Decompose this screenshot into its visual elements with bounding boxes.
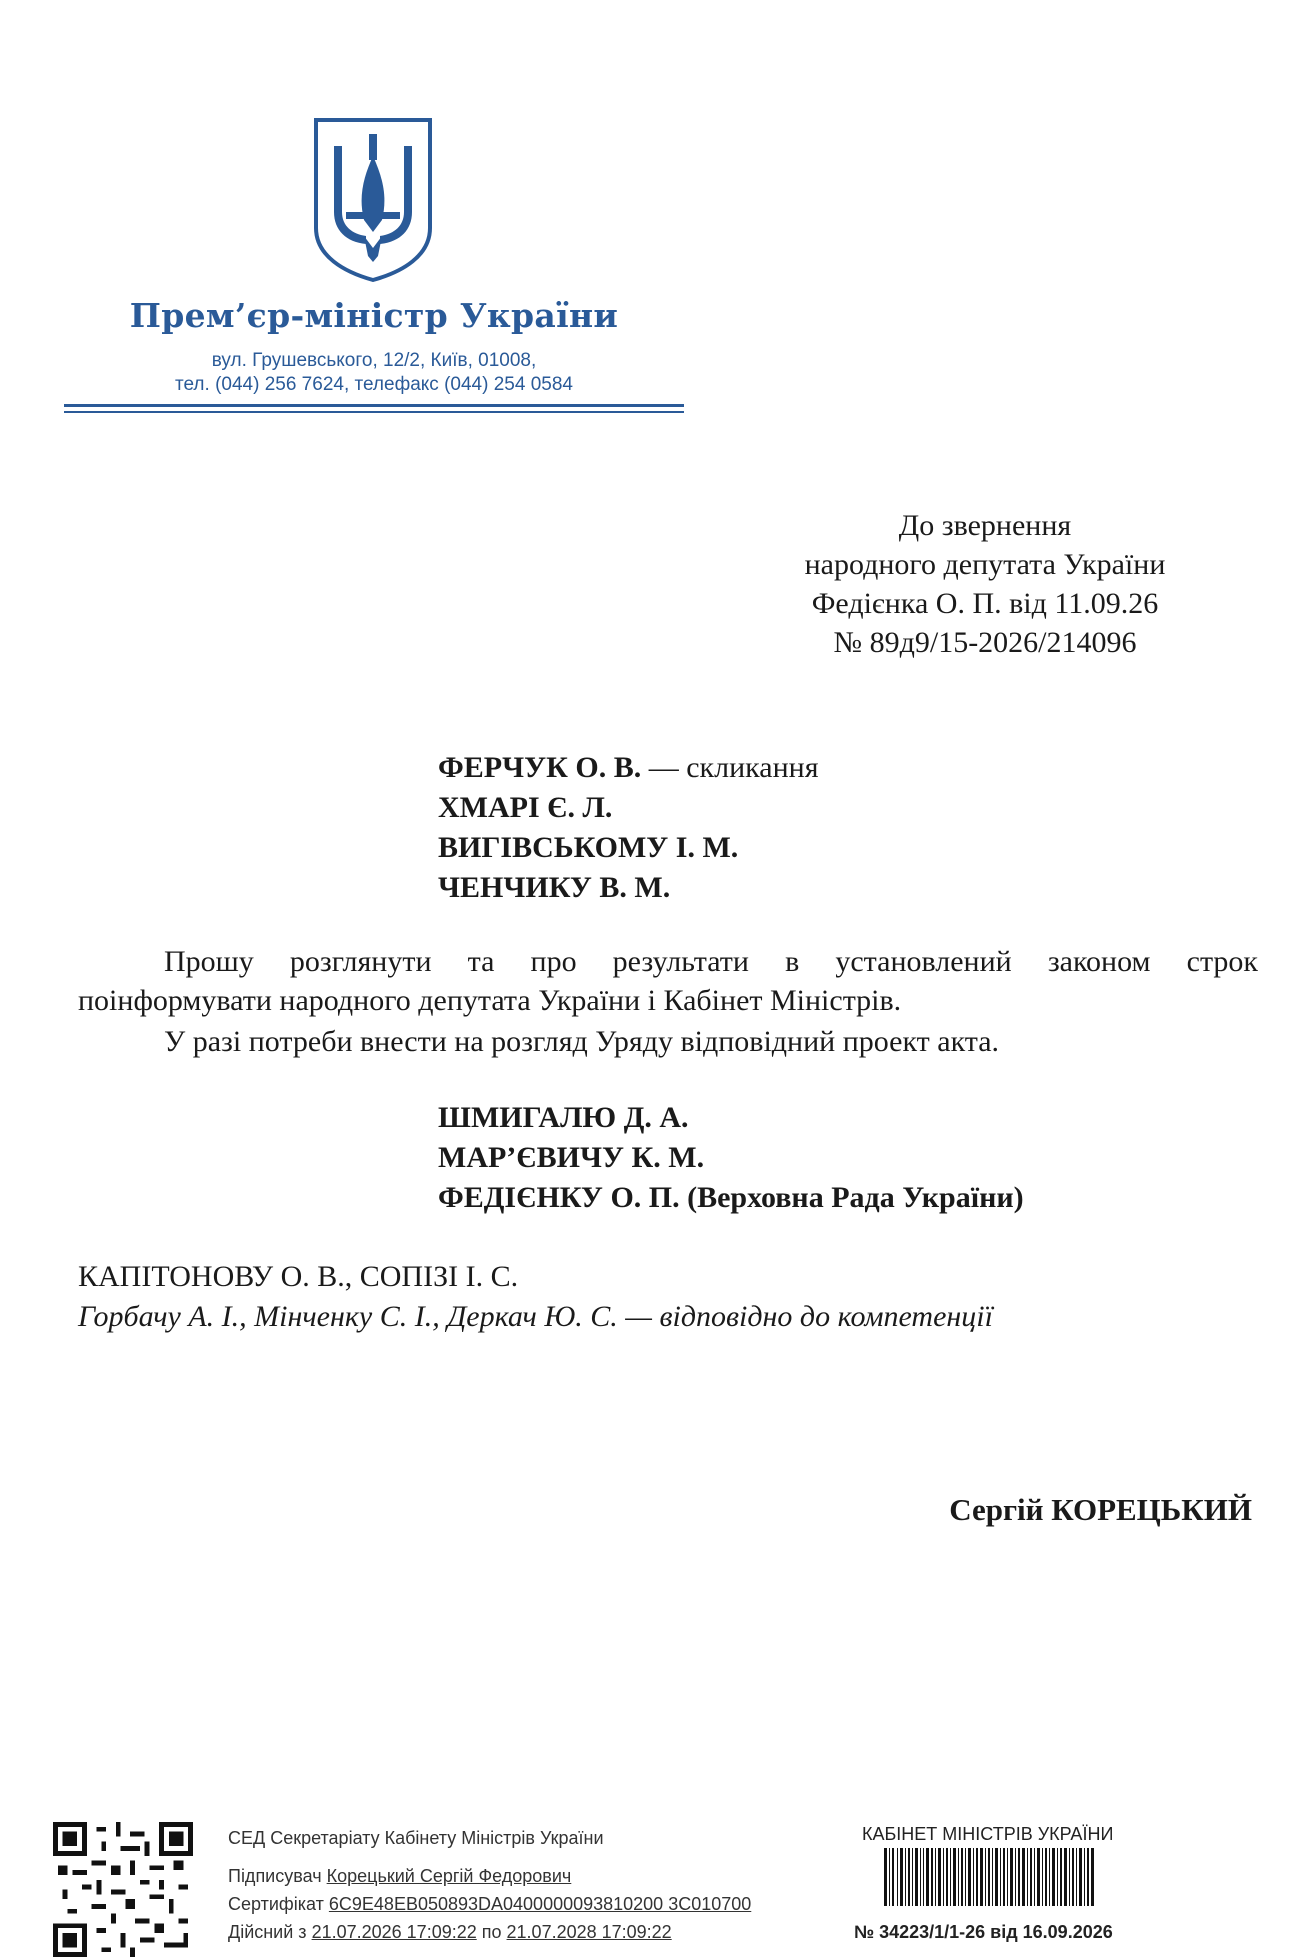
certificate-info [228, 1894, 751, 1915]
addressee-line [438, 1178, 1024, 1218]
copies-line: КАПІТОНОВУ О. В., СОПІЗІ І. С. [78, 1260, 519, 1293]
addressee-name: МАР’ЄВИЧУ К. М. [438, 1141, 705, 1174]
addressee-name: ФЕДІЄНКУ О. П. (Верховна Рада України) [438, 1181, 1024, 1214]
addressee-name: ШМИГАЛЮ Д. А. [438, 1101, 689, 1134]
barcode-icon [884, 1848, 1094, 1906]
sed-label: СЕД Секретаріату Кабінету Міністрів України [228, 1828, 604, 1848]
letterhead-rule-bottom [64, 411, 684, 413]
body-paragraph: У разі потреби внести на розгляд Уряду відповідний проект акта. [164, 1025, 1000, 1058]
reference-line: До звернення [898, 509, 1072, 542]
validity-to: 21.07.2028 17:09:22 [506, 1922, 672, 1942]
document-number: № 34223/1/1-26 від 16.09.2026 [854, 1922, 1113, 1942]
reference-line: Федієнка О. П. від 11.09.26 [811, 587, 1159, 620]
addressee-line [438, 828, 738, 868]
addressee-line [438, 748, 819, 788]
letterhead-phones: тел. (044) 256 7624, телефакс (044) 254 0584 [175, 374, 573, 395]
addressee-name: ФЕРЧУК О. В. [438, 751, 642, 784]
validity-label: Дійсний з [228, 1922, 307, 1942]
validity-info [228, 1922, 672, 1943]
signer-label: Підписувач [228, 1866, 322, 1886]
reference-line: народного депутата України [804, 548, 1166, 581]
body-paragraph-continuation: поінформувати народного депутата України і Кабінет Міністрів. [78, 984, 902, 1017]
addressee-line [438, 868, 670, 908]
addressee-note: — скликання [641, 751, 819, 784]
signer-value: Корецький Сергій Федорович [326, 1866, 572, 1886]
validity-separator: по [481, 1922, 502, 1942]
coat-of-arms-trident-icon [312, 116, 434, 282]
addressee-name: ХМАРІ Є. Л. [438, 791, 613, 824]
signer-name: Сергій КОРЕЦЬКИЙ [949, 1492, 1252, 1527]
addressee-name: ВИГІВСЬКОМУ І. М. [438, 831, 739, 864]
validity-from: 21.07.2026 17:09:22 [311, 1922, 477, 1942]
body-paragraph: Прошу розглянути та про результати в установлений законом строк [164, 945, 1258, 978]
letterhead-address: вул. Грушевського, 12/2, Київ, 01008, [211, 350, 537, 371]
copies-line-competence: Горбачу А. І., Мінченку С. І., Деркач Ю. С. — відповідно до компетенції [78, 1300, 993, 1333]
addressee-line [438, 788, 612, 828]
addressee-name: ЧЕНЧИКУ В. М. [438, 871, 671, 904]
addressee-line [438, 1098, 689, 1138]
cabinet-label: КАБІНЕТ МІНІСТРІВ УКРАЇНИ [862, 1824, 1114, 1844]
reference-block [700, 506, 1270, 662]
signer-info [228, 1866, 571, 1887]
addressee-line [438, 1138, 704, 1178]
qr-code-icon [52, 1822, 194, 1957]
letterhead-title: Прем’єр-міністр України [129, 296, 619, 335]
letterhead-rule-top [64, 404, 684, 407]
certificate-label: Сертифікат [228, 1894, 324, 1914]
reference-number: № 89д9/15-2026/214096 [833, 626, 1137, 659]
certificate-value: 6C9E48EB050893DA0400000093810200 3C010700 [328, 1894, 752, 1914]
